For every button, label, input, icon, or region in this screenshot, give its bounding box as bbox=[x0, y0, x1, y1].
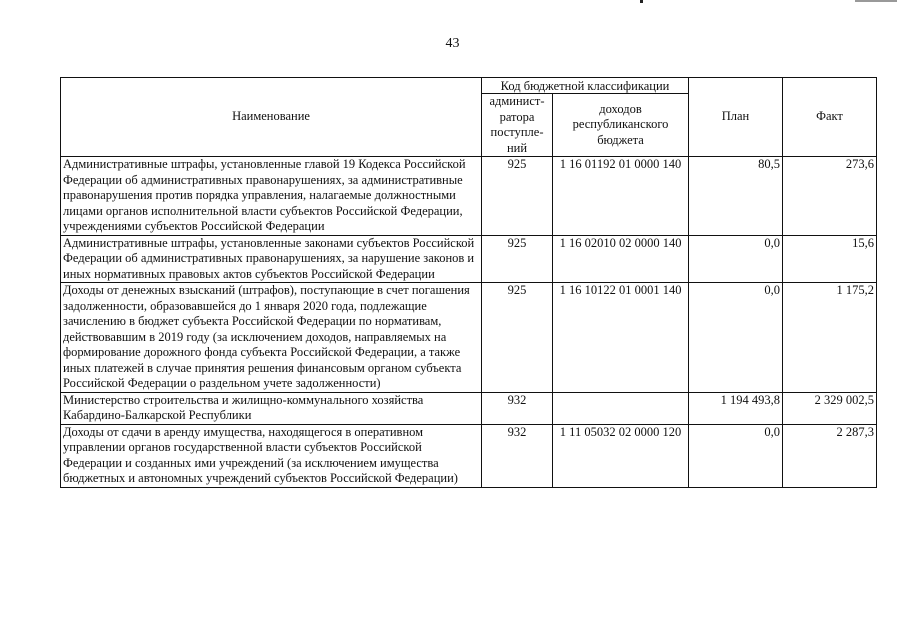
row-admin-code: 932 bbox=[482, 392, 553, 424]
header-name: Наименование bbox=[61, 78, 482, 157]
header-plan: План bbox=[689, 78, 783, 157]
row-budget-code: 1 16 02010 02 0000 140 bbox=[553, 235, 689, 283]
table-row bbox=[61, 235, 877, 283]
scan-mark bbox=[855, 0, 897, 2]
header-revenue: доходов республиканского бюджета bbox=[553, 94, 689, 157]
row-plan: 0,0 bbox=[689, 424, 783, 487]
row-fact: 15,6 bbox=[783, 235, 877, 283]
table-row bbox=[61, 392, 877, 424]
row-budget-code: 1 16 10122 01 0001 140 bbox=[553, 283, 689, 393]
row-admin-code: 925 bbox=[482, 235, 553, 283]
row-fact: 2 287,3 bbox=[783, 424, 877, 487]
row-name: Доходы от сдачи в аренду имущества, находящегося в оперативном управлении органов государственной власти субъектов Российской Федерации и созданных ими учреждений (за исключением имущества бюджетных и автономных учреждений субъектов Российской Федерации) bbox=[61, 424, 482, 487]
row-budget-code: 1 11 05032 02 0000 120 bbox=[553, 424, 689, 487]
row-name: Доходы от денежных взысканий (штрафов), поступающие в счет погашения задолженности, образовавшейся до 1 января 2020 года, подлежащие зачислению в бюджет субъекта Российской Федерации по нормативам, действовавшим в 2019 году (за исключением доходов, направляемых на формирование дорожного фонда субъекта Российской Федерации, а также иных платежей в случае принятия решения финансовым органом субъекта Российской Федерации о раздельном учете задолженности) bbox=[61, 283, 482, 393]
scan-mark bbox=[640, 0, 643, 3]
row-fact: 273,6 bbox=[783, 157, 877, 236]
table-row bbox=[61, 424, 877, 487]
table-row bbox=[61, 157, 877, 236]
header-budget-code-group: Код бюджетной классификации bbox=[482, 78, 689, 94]
header-fact: Факт bbox=[783, 78, 877, 157]
row-plan: 0,0 bbox=[689, 235, 783, 283]
budget-table bbox=[60, 77, 877, 488]
row-fact: 2 329 002,5 bbox=[783, 392, 877, 424]
row-admin-code: 932 bbox=[482, 424, 553, 487]
row-admin-code: 925 bbox=[482, 283, 553, 393]
header-admin: админист-ратора поступле-ний bbox=[482, 94, 553, 157]
row-budget-code: 1 16 01192 01 0000 140 bbox=[553, 157, 689, 236]
header-row bbox=[61, 78, 877, 94]
row-plan: 1 194 493,8 bbox=[689, 392, 783, 424]
row-plan: 80,5 bbox=[689, 157, 783, 236]
page-number: 43 bbox=[445, 36, 460, 51]
row-name: Административные штрафы, установленные законами субъектов Российской Федерации об административных правонарушениях, за нарушение законов и иных нормативных правовых актов субъектов Российской Федерации bbox=[61, 235, 482, 283]
row-name: Министерство строительства и жилищно-коммунального хозяйства Кабардино-Балкарской Республики bbox=[61, 392, 482, 424]
row-fact: 1 175,2 bbox=[783, 283, 877, 393]
table-row bbox=[61, 283, 877, 393]
row-admin-code: 925 bbox=[482, 157, 553, 236]
row-budget-code bbox=[553, 392, 689, 424]
row-name: Административные штрафы, установленные главой 19 Кодекса Российской Федерации об административных правонарушениях, за административные правонарушения против порядка управления, налагаемые должностными лицами органов исполнительной власти субъектов Российской Федерации, учреждениями субъектов Российской Федерации bbox=[61, 157, 482, 236]
row-plan: 0,0 bbox=[689, 283, 783, 393]
